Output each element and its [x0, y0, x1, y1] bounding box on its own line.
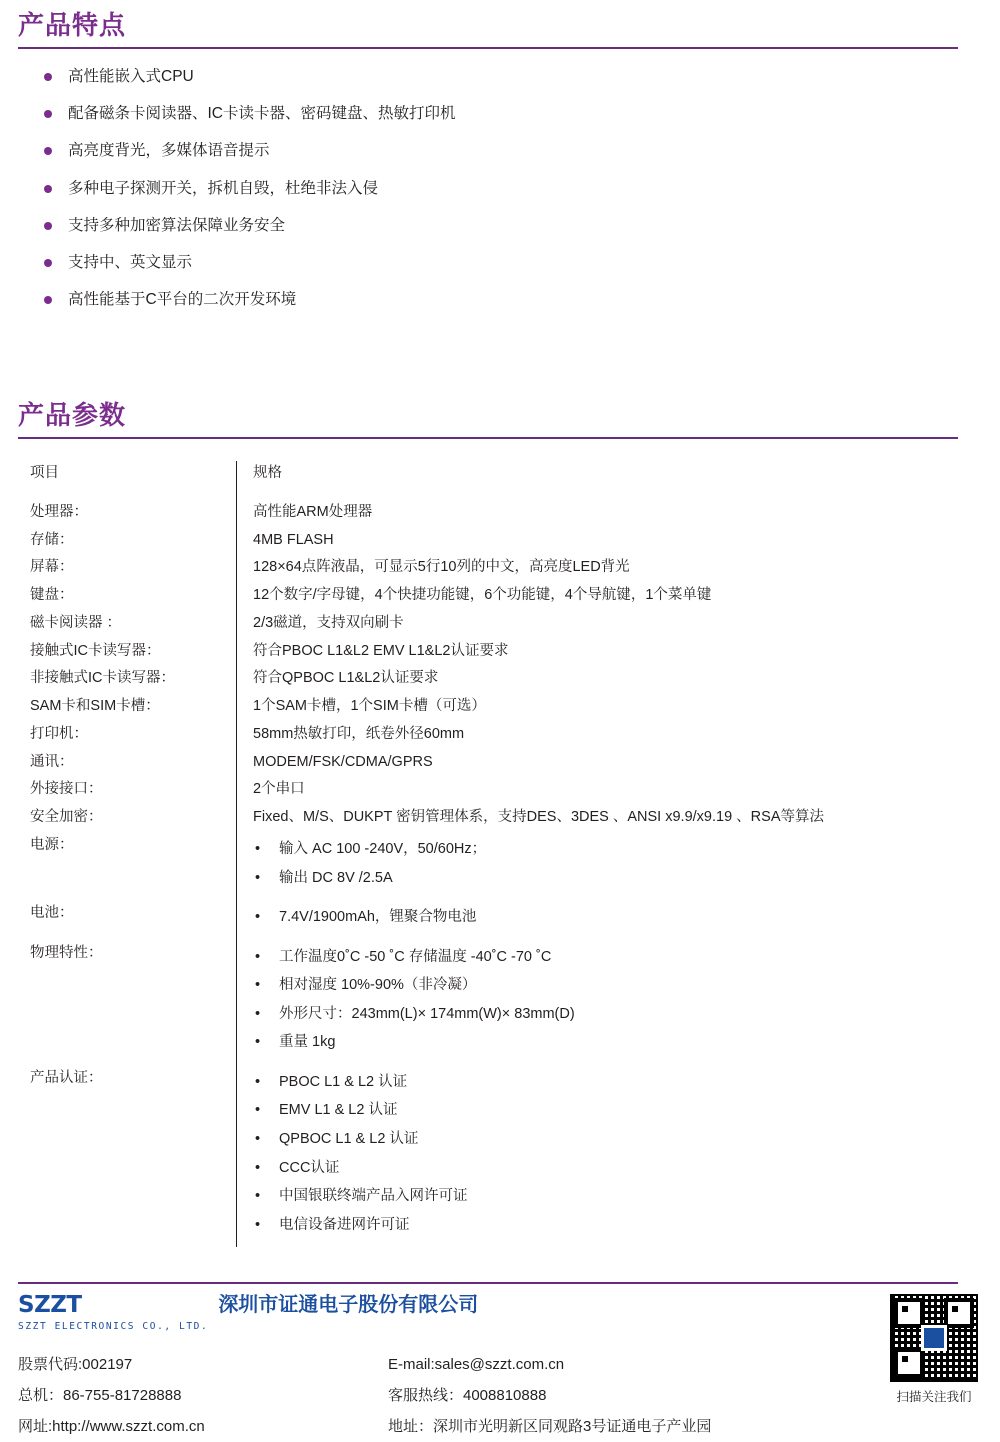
spec-value: 2个串口 [237, 776, 959, 804]
feature-item-label: 高性能嵌入式CPU [68, 68, 194, 85]
spec-sub-list [253, 1073, 958, 1235]
bullet-icon [44, 147, 52, 155]
logo-company-name-cn: 深圳市证通电子股份有限公司 [218, 1294, 478, 1317]
feature-item-label: 高亮度背光，多媒体语音提示 [68, 142, 270, 159]
bullet-icon [44, 296, 52, 304]
dash-bullet-icon: • [255, 1073, 260, 1093]
spec-value: 高性能ARM处理器 [237, 499, 959, 527]
bullet-icon [44, 110, 52, 118]
spec-sub-item [253, 908, 958, 928]
feature-item-label: 支持多种加密算法保障业务安全 [68, 217, 285, 234]
dash-bullet-icon: • [255, 1159, 260, 1179]
spec-label: 外接接口： [18, 776, 237, 804]
table-row [18, 610, 958, 638]
qr-code-block [886, 1294, 982, 1405]
logo-wordmark: SZZT [18, 1294, 208, 1317]
spec-value [237, 900, 959, 940]
contact-left: 总机：86-755-81728888 [18, 1381, 388, 1412]
page-footer [0, 1282, 1000, 1433]
specs-table [18, 461, 958, 1247]
spec-sub-item-label: 电信设备进网许可证 [279, 1217, 410, 1233]
table-row [18, 749, 958, 777]
table-row [18, 499, 958, 527]
dash-bullet-icon: • [255, 1187, 260, 1207]
spec-value: 2/3磁道，支持双向刷卡 [237, 610, 959, 638]
table-row [18, 693, 958, 721]
spec-sub-item [253, 1159, 958, 1179]
feature-item [18, 290, 958, 310]
spec-value [237, 940, 959, 1065]
contact-info [18, 1350, 878, 1442]
table-row [18, 900, 958, 940]
contact-right: E-mail:sales@szzt.com.cn [388, 1350, 858, 1381]
spec-sub-list [253, 948, 958, 1053]
spec-sub-item [253, 1216, 958, 1236]
spec-sub-item-label: 外形尺寸：243mm(L)× 174mm(W)× 83mm(D) [279, 1006, 575, 1022]
spec-sub-item-label: 重量 1kg [279, 1034, 335, 1050]
spec-sub-item [253, 976, 958, 996]
table-row [18, 638, 958, 666]
dash-bullet-icon: • [255, 948, 260, 968]
table-row [18, 665, 958, 693]
spec-sub-item [253, 1005, 958, 1025]
table-row [18, 940, 958, 1065]
spec-label: 键盘： [18, 582, 237, 610]
features-section-divider [18, 47, 958, 49]
spec-sub-item-label: 输出 DC 8V /2.5A [279, 870, 393, 886]
spec-label: 安全加密： [18, 804, 237, 832]
contact-left: 股票代码:002197 [18, 1350, 388, 1381]
spec-label: 屏幕： [18, 554, 237, 582]
spec-label: 打印机： [18, 721, 237, 749]
spec-sub-item-label: 工作温度0˚C -50 ˚C 存储温度 -40˚C -70 ˚C [279, 949, 551, 965]
spec-sub-item [253, 840, 958, 860]
spec-value [237, 1065, 959, 1247]
qr-code-icon [890, 1294, 978, 1382]
spec-label: 存储： [18, 527, 237, 555]
spec-sub-list [253, 908, 958, 928]
specs-section [18, 400, 958, 1247]
bullet-icon [44, 73, 52, 81]
spec-sub-item-label: 输入 AC 100 -240V，50/60Hz； [279, 841, 486, 857]
spec-label: 电源： [18, 832, 237, 900]
bullet-icon [44, 259, 52, 267]
spec-value [237, 832, 959, 900]
specs-section-title: 产品参数 [18, 400, 958, 435]
table-row [18, 832, 958, 900]
table-row [18, 582, 958, 610]
dash-bullet-icon: • [255, 908, 260, 928]
feature-item [18, 67, 958, 87]
feature-item [18, 104, 958, 124]
table-row [18, 804, 958, 832]
contact-left: 网址:http://www.szzt.com.cn [18, 1412, 388, 1442]
spec-label: 非接触式IC卡读写器： [18, 665, 237, 693]
contact-right: 客服热线：4008810888 [388, 1381, 858, 1412]
dash-bullet-icon: • [255, 1130, 260, 1150]
features-list [18, 67, 958, 310]
dash-bullet-icon: • [255, 1101, 260, 1121]
spec-value: 128×64点阵液晶，可显示5行10列的中文，高亮度LED背光 [237, 554, 959, 582]
table-row [18, 776, 958, 804]
spec-value: 4MB FLASH [237, 527, 959, 555]
logo-subtitle: SZZT ELECTRONICS CO., LTD. [18, 1321, 208, 1332]
spec-label: 物理特性： [18, 940, 237, 1065]
spec-sub-list [253, 840, 958, 888]
spec-sub-item [253, 1101, 958, 1121]
contact-row [18, 1350, 878, 1381]
spec-label: 电池： [18, 900, 237, 940]
spec-value: MODEM/FSK/CDMA/GPRS [237, 749, 959, 777]
feature-item [18, 141, 958, 161]
table-header-row [18, 461, 958, 499]
spec-sub-item-label: 相对湿度 10%-90%（非冷凝） [279, 977, 476, 993]
dash-bullet-icon: • [255, 1033, 260, 1053]
table-row [18, 721, 958, 749]
company-logo [18, 1294, 478, 1332]
spec-sub-item-label: EMV L1 & L2 认证 [279, 1102, 397, 1118]
spec-sub-item-label: QPBOC L1 & L2 认证 [279, 1131, 418, 1147]
spec-sub-item-label: CCC认证 [279, 1160, 339, 1176]
spec-label: SAM卡和SIM卡槽： [18, 693, 237, 721]
contact-row [18, 1381, 878, 1412]
spec-sub-item [253, 1073, 958, 1093]
spec-label: 磁卡阅读器 ： [18, 610, 237, 638]
feature-item [18, 216, 958, 236]
feature-item-label: 支持中、英文显示 [68, 254, 192, 271]
spec-sub-item [253, 1033, 958, 1053]
spec-label: 产品认证： [18, 1065, 237, 1247]
spec-value: 58mm热敏打印，纸卷外径60mm [237, 721, 959, 749]
spec-sub-item-label: 中国银联终端产品入网许可证 [279, 1188, 468, 1204]
spec-sub-item-label: 7.4V/1900mAh，锂聚合物电池 [279, 909, 476, 925]
dash-bullet-icon: • [255, 1005, 260, 1025]
spec-sub-item [253, 869, 958, 889]
spec-sub-item-label: PBOC L1 & L2 认证 [279, 1074, 407, 1090]
spec-value: 符合PBOC L1&L2 EMV L1&L2认证要求 [237, 638, 959, 666]
bullet-icon [44, 222, 52, 230]
dash-bullet-icon: • [255, 1216, 260, 1236]
footer-divider [18, 1282, 958, 1284]
dash-bullet-icon: • [255, 840, 260, 860]
bullet-icon [44, 185, 52, 193]
dash-bullet-icon: • [255, 869, 260, 889]
feature-item-label: 高性能基于C平台的二次开发环境 [68, 291, 296, 308]
table-row [18, 1065, 958, 1247]
features-section [18, 10, 958, 327]
contact-right: 地址：深圳市光明新区同观路3号证通电子产业园 [388, 1412, 858, 1442]
features-section-title: 产品特点 [18, 10, 958, 45]
spec-value: Fixed、M/S、DUKPT 密钥管理体系，支持DES、3DES 、ANSI x9.9/x9.19 、RSA等算法 [237, 804, 959, 832]
spec-sub-item [253, 1187, 958, 1207]
contact-row [18, 1412, 878, 1442]
feature-item [18, 179, 958, 199]
spec-label: 接触式IC卡读写器： [18, 638, 237, 666]
specs-section-divider [18, 437, 958, 439]
spec-label: 通讯： [18, 749, 237, 777]
column-header-spec: 规格 [237, 461, 959, 499]
feature-item [18, 253, 958, 273]
table-row [18, 527, 958, 555]
spec-value: 12个数字/字母键，4个快捷功能键，6个功能键，4个导航键，1个菜单键 [237, 582, 959, 610]
qr-code-caption: 扫描关注我们 [886, 1387, 982, 1405]
spec-value: 1个SAM卡槽，1个SIM卡槽（可选） [237, 693, 959, 721]
spec-sub-item [253, 948, 958, 968]
dash-bullet-icon: • [255, 976, 260, 996]
feature-item-label: 配备磁条卡阅读器、IC卡读卡器、密码键盘、热敏打印机 [68, 105, 456, 122]
feature-item-label: 多种电子探测开关，拆机自毁，杜绝非法入侵 [68, 180, 378, 197]
table-row [18, 554, 958, 582]
spec-sub-item [253, 1130, 958, 1150]
spec-label: 处理器： [18, 499, 237, 527]
column-header-item: 项目 [18, 461, 237, 499]
spec-value: 符合QPBOC L1&L2认证要求 [237, 665, 959, 693]
